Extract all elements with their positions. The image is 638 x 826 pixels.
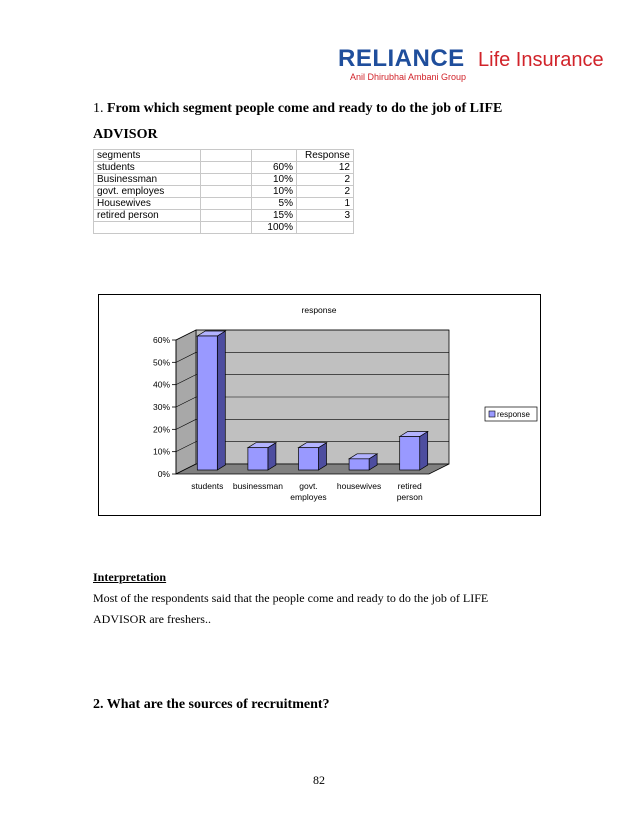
table-header-cell: Response — [297, 150, 354, 162]
table-header-cell — [252, 150, 297, 162]
y-tick-label: 60% — [152, 335, 170, 345]
table-row — [94, 186, 354, 198]
table-cell — [94, 222, 201, 234]
table-cell — [201, 174, 252, 186]
x-category-label: retired — [397, 481, 422, 491]
bar — [299, 448, 319, 470]
segments-table — [93, 149, 354, 234]
table-cell: Housewives — [94, 198, 201, 210]
table-cell: 1 — [297, 198, 354, 210]
table-total-cell: 100% — [252, 222, 297, 234]
question-1-text: From which segment people come and ready to do the job of LIFE ADVISOR — [93, 101, 503, 142]
y-tick-label: 40% — [152, 379, 170, 390]
x-category-label: students — [191, 481, 224, 491]
table-cell: 12 — [297, 162, 354, 174]
y-tick-label: 10% — [152, 446, 170, 457]
x-category-label: employes — [290, 492, 327, 502]
table-cell: retired person — [94, 210, 201, 222]
table-row — [94, 210, 354, 222]
table-cell — [201, 198, 252, 210]
table-cell: 15% — [252, 210, 297, 222]
table-row — [94, 162, 354, 174]
table-cell: 3 — [297, 210, 354, 222]
table-cell: 60% — [252, 162, 297, 174]
table-cell — [201, 186, 252, 198]
table-cell: Businessman — [94, 174, 201, 186]
y-tick-label: 20% — [152, 424, 170, 435]
question-1 — [93, 96, 553, 148]
bar-side — [420, 432, 428, 471]
table-cell: 2 — [297, 186, 354, 198]
x-category-label: person — [396, 492, 423, 502]
x-category-label: govt. — [299, 481, 318, 491]
table-cell — [201, 210, 252, 222]
table-header-row — [94, 150, 354, 162]
table-cell: students — [94, 162, 201, 174]
bar — [248, 448, 268, 470]
legend-label: response — [497, 410, 530, 419]
reliance-logo — [338, 46, 613, 86]
logo-product: Life Insurance — [478, 49, 604, 71]
logo-brand: RELIANCE — [338, 45, 465, 72]
table-cell — [201, 162, 252, 174]
y-tick-label: 50% — [152, 357, 170, 368]
table-header-cell: segments — [94, 150, 201, 162]
response-chart — [98, 294, 541, 516]
question-2: 2. What are the sources of recruitment? — [93, 697, 330, 712]
table-cell: 10% — [252, 174, 297, 186]
legend-swatch — [489, 411, 495, 417]
table-cell: 5% — [252, 198, 297, 210]
chart-title: response — [301, 305, 337, 315]
x-category-label: businessman — [232, 481, 283, 491]
table-cell — [201, 222, 252, 234]
y-tick-label: 30% — [152, 402, 170, 412]
logo-group: Anil Dhirubhai Ambani Group — [350, 72, 467, 82]
table-header-cell — [201, 150, 252, 162]
table-cell: 10% — [252, 186, 297, 198]
chart-svg — [99, 295, 540, 515]
x-category-label: housewives — [336, 481, 382, 491]
bar-side — [217, 331, 225, 470]
bar — [349, 459, 369, 470]
y-tick-label: 0% — [157, 469, 170, 479]
table-cell: govt. employes — [94, 186, 201, 198]
table-total-row — [94, 222, 354, 234]
table-cell — [297, 222, 354, 234]
question-1-number: 1. — [93, 101, 104, 116]
table-row — [94, 198, 354, 210]
bar — [400, 437, 420, 471]
table-row — [94, 174, 354, 186]
bar — [197, 336, 217, 470]
interpretation-heading: Interpretation — [93, 570, 167, 584]
table-cell: 2 — [297, 174, 354, 186]
interpretation-text: Most of the respondents said that the people come and ready to do the job of LIFE ADVISOR are freshers.. — [93, 591, 489, 626]
page-number: 82 — [313, 773, 325, 787]
